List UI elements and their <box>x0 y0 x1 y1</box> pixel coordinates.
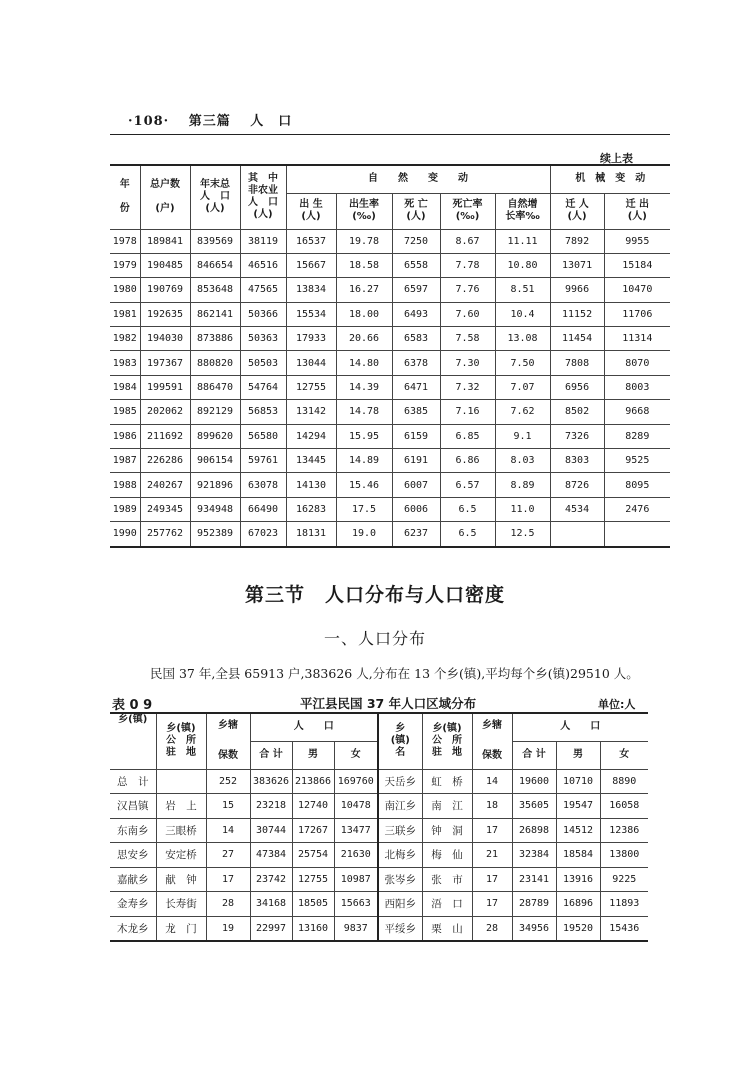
cell-bao-count: 15 <box>206 794 250 819</box>
cell-births: 13142 <box>286 400 336 424</box>
cell-office-right: 钟 洞 <box>422 818 472 843</box>
table-row <box>110 497 670 521</box>
table-row <box>110 327 670 351</box>
cell-office: 献 钟 <box>156 867 206 892</box>
cell-growth-rate: 13.08 <box>495 327 550 351</box>
cell-population: 934948 <box>190 497 240 521</box>
cell-total-right: 34956 <box>512 916 556 941</box>
cell-nonagricultural: 46516 <box>240 253 286 277</box>
cell-growth-rate: 11.0 <box>495 497 550 521</box>
cell-moved-out: 2476 <box>604 497 670 521</box>
cell-bao-count-right: 17 <box>472 818 512 843</box>
cell-moved-in: 6956 <box>550 375 604 399</box>
cell-population: 839569 <box>190 229 240 253</box>
cell-total-right: 28789 <box>512 892 556 917</box>
table-row <box>110 794 648 819</box>
cell-office-right: 浯 口 <box>422 892 472 917</box>
cell-population: 846654 <box>190 253 240 277</box>
cell-female: 10478 <box>334 794 378 819</box>
table-row <box>110 818 648 843</box>
cell-growth-rate: 7.50 <box>495 351 550 375</box>
cell-death-rate: 7.78 <box>440 253 495 277</box>
table-row <box>110 769 648 794</box>
cell-births: 14130 <box>286 473 336 497</box>
cell-nonagricultural: 63078 <box>240 473 286 497</box>
cell-township-right: 西阳乡 <box>378 892 422 917</box>
cell-birth-rate: 18.00 <box>336 302 392 326</box>
cell-deaths: 7250 <box>392 229 440 253</box>
cell-bao-count: 252 <box>206 769 250 794</box>
cell-male: 17267 <box>292 818 334 843</box>
cell-total: 47384 <box>250 843 292 868</box>
header-bao-bottom-right: 保数 <box>482 750 503 762</box>
cell-growth-rate: 8.03 <box>495 449 550 473</box>
continued-label: 续上表 <box>600 152 633 165</box>
table-row <box>110 867 648 892</box>
cell-births: 14294 <box>286 424 336 448</box>
cell-moved-in: 8502 <box>550 400 604 424</box>
table-row <box>110 351 670 375</box>
cell-birth-rate: 14.39 <box>336 375 392 399</box>
cell-nonagricultural: 50366 <box>240 302 286 326</box>
cell-households: 202062 <box>140 400 190 424</box>
cell-births: 13044 <box>286 351 336 375</box>
cell-birth-rate: 16.27 <box>336 278 392 302</box>
cell-total-right: 19600 <box>512 769 556 794</box>
cell-population: 921896 <box>190 473 240 497</box>
cell-township-right: 北梅乡 <box>378 843 422 868</box>
cell-death-rate: 6.86 <box>440 449 495 473</box>
header-bao-bottom: 保数 <box>218 750 238 762</box>
cell-nonagricultural: 50503 <box>240 351 286 375</box>
header-male-right: 男 <box>556 741 600 769</box>
table-row <box>110 892 648 917</box>
cell-township-right: 平绥乡 <box>378 916 422 941</box>
cell-male-right: 14512 <box>556 818 600 843</box>
header-deaths: 死 亡 (人) <box>392 193 440 229</box>
cell-total: 23218 <box>250 794 292 819</box>
cell-male: 12740 <box>292 794 334 819</box>
cell-death-rate: 6.5 <box>440 497 495 521</box>
cell-households: 249345 <box>140 497 190 521</box>
cell-office <box>156 769 206 794</box>
cell-population: 853648 <box>190 278 240 302</box>
cell-birth-rate: 20.66 <box>336 327 392 351</box>
cell-death-rate: 7.76 <box>440 278 495 302</box>
header-moved-in: 迁 人 (人) <box>550 193 604 229</box>
header-population: 人 口 <box>250 713 378 741</box>
cell-male-right: 16896 <box>556 892 600 917</box>
header-year: 年 份 <box>110 165 140 229</box>
cell-female: 21630 <box>334 843 378 868</box>
cell-female-right: 12386 <box>600 818 648 843</box>
cell-death-rate: 7.16 <box>440 400 495 424</box>
table-row <box>110 375 670 399</box>
cell-female: 13477 <box>334 818 378 843</box>
cell-nonagricultural: 56580 <box>240 424 286 448</box>
cell-total-right: 23141 <box>512 867 556 892</box>
cell-nonagricultural: 56853 <box>240 400 286 424</box>
cell-bao-count-right: 17 <box>472 867 512 892</box>
header-death-rate: 死亡率 (‰) <box>440 193 495 229</box>
cell-female: 9837 <box>334 916 378 941</box>
header-bao-top-right: 乡辖 <box>482 720 503 732</box>
table-row <box>110 916 648 941</box>
cell-office-right: 梅 仙 <box>422 843 472 868</box>
cell-female-right: 15436 <box>600 916 648 941</box>
header-population-right: 人 口 <box>512 713 648 741</box>
header-rule <box>110 134 670 135</box>
cell-households: 189841 <box>140 229 190 253</box>
cell-birth-rate: 15.46 <box>336 473 392 497</box>
cell-moved-in: 8303 <box>550 449 604 473</box>
cell-year: 1980 <box>110 278 140 302</box>
cell-moved-in <box>550 522 604 547</box>
body-paragraph: 民国 37 年,全县 65913 户,383626 人,分布在 13 个乡(镇),平均每个乡(镇)29510 人。 <box>150 666 639 681</box>
table-row <box>110 449 670 473</box>
cell-births: 16283 <box>286 497 336 521</box>
cell-death-rate: 7.32 <box>440 375 495 399</box>
cell-bao-count: 14 <box>206 818 250 843</box>
cell-households: 190485 <box>140 253 190 277</box>
table-label: 表 0 9 <box>112 698 153 713</box>
cell-nonagricultural: 47565 <box>240 278 286 302</box>
cell-total-right: 26898 <box>512 818 556 843</box>
cell-population: 886470 <box>190 375 240 399</box>
cell-deaths: 6378 <box>392 351 440 375</box>
cell-female-right: 13800 <box>600 843 648 868</box>
cell-moved-out: 11314 <box>604 327 670 351</box>
cell-moved-out: 8003 <box>604 375 670 399</box>
cell-bao-count: 17 <box>206 867 250 892</box>
cell-township-right: 南江乡 <box>378 794 422 819</box>
cell-year: 1987 <box>110 449 140 473</box>
section-title: 第三节 人口分布与人口密度 <box>244 584 505 606</box>
header-mechanical-change: 机 械 变 动 <box>550 165 670 193</box>
cell-office-right: 南 江 <box>422 794 472 819</box>
cell-birth-rate: 19.0 <box>336 522 392 547</box>
cell-deaths: 6007 <box>392 473 440 497</box>
table-title: 平江县民国 37 年人口区域分布 <box>300 696 477 711</box>
cell-bao-count: 19 <box>206 916 250 941</box>
cell-population: 892129 <box>190 400 240 424</box>
cell-female-right: 8890 <box>600 769 648 794</box>
cell-male: 13160 <box>292 916 334 941</box>
cell-male-right: 18584 <box>556 843 600 868</box>
cell-township: 金寿乡 <box>110 892 156 917</box>
cell-total: 22997 <box>250 916 292 941</box>
cell-nonagricultural: 67023 <box>240 522 286 547</box>
table-row <box>110 522 670 547</box>
cell-moved-in: 7892 <box>550 229 604 253</box>
cell-death-rate: 7.58 <box>440 327 495 351</box>
cell-nonagricultural: 38119 <box>240 229 286 253</box>
cell-nonagricultural: 66490 <box>240 497 286 521</box>
cell-nonagricultural: 50363 <box>240 327 286 351</box>
cell-township: 思安乡 <box>110 843 156 868</box>
cell-growth-rate: 9.1 <box>495 424 550 448</box>
cell-births: 15667 <box>286 253 336 277</box>
cell-bao-count: 28 <box>206 892 250 917</box>
page-number: ·108· <box>128 114 170 129</box>
cell-households: 226286 <box>140 449 190 473</box>
cell-female: 169760 <box>334 769 378 794</box>
cell-office-right: 栗 山 <box>422 916 472 941</box>
header-bao-count <box>206 713 250 769</box>
header-growth-rate: 自然增 长率‰ <box>495 193 550 229</box>
cell-township-right: 张岑乡 <box>378 867 422 892</box>
cell-growth-rate: 7.62 <box>495 400 550 424</box>
cell-moved-out: 11706 <box>604 302 670 326</box>
cell-deaths: 6191 <box>392 449 440 473</box>
cell-moved-in: 7326 <box>550 424 604 448</box>
cell-deaths: 6597 <box>392 278 440 302</box>
cell-year: 1988 <box>110 473 140 497</box>
cell-bao-count-right: 14 <box>472 769 512 794</box>
cell-office: 岩 上 <box>156 794 206 819</box>
cell-death-rate: 8.67 <box>440 229 495 253</box>
cell-growth-rate: 7.07 <box>495 375 550 399</box>
cell-deaths: 6493 <box>392 302 440 326</box>
header-township: 乡(镇) <box>110 713 156 769</box>
cell-township-right: 天岳乡 <box>378 769 422 794</box>
header-male: 男 <box>292 741 334 769</box>
cell-households: 211692 <box>140 424 190 448</box>
cell-bao-count-right: 17 <box>472 892 512 917</box>
cell-nonagricultural: 54764 <box>240 375 286 399</box>
cell-death-rate: 6.85 <box>440 424 495 448</box>
header-birth-rate: 出生率 (‰) <box>336 193 392 229</box>
cell-moved-in: 11454 <box>550 327 604 351</box>
cell-bao-count-right: 18 <box>472 794 512 819</box>
cell-households: 194030 <box>140 327 190 351</box>
cell-moved-out: 9525 <box>604 449 670 473</box>
table-unit: 单位:人 <box>598 698 636 711</box>
cell-total: 383626 <box>250 769 292 794</box>
header-office-right: 乡(镇) 公 所 驻 地 <box>422 713 472 769</box>
population-change-table <box>110 164 670 548</box>
cell-female: 15663 <box>334 892 378 917</box>
cell-birth-rate: 18.58 <box>336 253 392 277</box>
cell-births: 15534 <box>286 302 336 326</box>
cell-male: 25754 <box>292 843 334 868</box>
cell-total: 30744 <box>250 818 292 843</box>
cell-population: 880820 <box>190 351 240 375</box>
cell-households: 192635 <box>140 302 190 326</box>
cell-township: 木龙乡 <box>110 916 156 941</box>
table-row <box>110 278 670 302</box>
cell-male: 213866 <box>292 769 334 794</box>
cell-population: 899620 <box>190 424 240 448</box>
cell-deaths: 6159 <box>392 424 440 448</box>
cell-growth-rate: 12.5 <box>495 522 550 547</box>
cell-moved-out: 10470 <box>604 278 670 302</box>
cell-birth-rate: 17.5 <box>336 497 392 521</box>
cell-total: 23742 <box>250 867 292 892</box>
cell-moved-in: 9966 <box>550 278 604 302</box>
header-township-right: 乡 (镇) 名 <box>378 713 422 769</box>
cell-births: 16537 <box>286 229 336 253</box>
cell-office-right: 虹 桥 <box>422 769 472 794</box>
cell-moved-in: 8726 <box>550 473 604 497</box>
cell-households: 197367 <box>140 351 190 375</box>
header-population: 年末总 人 口 (人) <box>190 165 240 229</box>
cell-moved-out: 15184 <box>604 253 670 277</box>
cell-township: 总 计 <box>110 769 156 794</box>
cell-households: 257762 <box>140 522 190 547</box>
header-bao-count-right <box>472 713 512 769</box>
cell-population: 906154 <box>190 449 240 473</box>
cell-office: 三眼桥 <box>156 818 206 843</box>
cell-year: 1989 <box>110 497 140 521</box>
table-row <box>110 229 670 253</box>
table-row <box>110 424 670 448</box>
table-row <box>110 843 648 868</box>
cell-moved-in: 13071 <box>550 253 604 277</box>
population-distribution-table <box>110 712 648 942</box>
header-births: 出 生 (人) <box>286 193 336 229</box>
cell-male-right: 13916 <box>556 867 600 892</box>
cell-death-rate: 7.60 <box>440 302 495 326</box>
header-total: 合 计 <box>250 741 292 769</box>
cell-total: 34168 <box>250 892 292 917</box>
cell-growth-rate: 11.11 <box>495 229 550 253</box>
cell-township: 东南乡 <box>110 818 156 843</box>
cell-bao-count-right: 28 <box>472 916 512 941</box>
cell-year: 1990 <box>110 522 140 547</box>
cell-moved-out: 9955 <box>604 229 670 253</box>
cell-office-right: 张 市 <box>422 867 472 892</box>
cell-moved-out: 8070 <box>604 351 670 375</box>
cell-households: 240267 <box>140 473 190 497</box>
cell-birth-rate: 14.80 <box>336 351 392 375</box>
cell-total-right: 32384 <box>512 843 556 868</box>
cell-year: 1981 <box>110 302 140 326</box>
cell-year: 1979 <box>110 253 140 277</box>
cell-moved-out: 9668 <box>604 400 670 424</box>
cell-births: 12755 <box>286 375 336 399</box>
cell-death-rate: 6.5 <box>440 522 495 547</box>
cell-bao-count-right: 21 <box>472 843 512 868</box>
cell-birth-rate: 15.95 <box>336 424 392 448</box>
header-moved-out: 迁 出 (人) <box>604 193 670 229</box>
header-female-right: 女 <box>600 741 648 769</box>
header-female: 女 <box>334 741 378 769</box>
part-title: 第三篇 <box>188 114 231 129</box>
cell-total-right: 35605 <box>512 794 556 819</box>
cell-population: 952389 <box>190 522 240 547</box>
cell-growth-rate: 8.89 <box>495 473 550 497</box>
cell-male-right: 19520 <box>556 916 600 941</box>
header-nonagricultural: 其 中 非农业 人 口 (人) <box>240 165 286 229</box>
header-office: 乡(镇) 公 所 驻 地 <box>156 713 206 769</box>
cell-birth-rate: 14.78 <box>336 400 392 424</box>
cell-office: 龙 门 <box>156 916 206 941</box>
cell-growth-rate: 10.80 <box>495 253 550 277</box>
cell-deaths: 6006 <box>392 497 440 521</box>
subsection-title: 一、人口分布 <box>323 629 426 648</box>
header-total-right: 合 计 <box>512 741 556 769</box>
page-header <box>128 110 306 129</box>
cell-births: 13445 <box>286 449 336 473</box>
cell-office: 安定桥 <box>156 843 206 868</box>
header-households: 总户数 (户) <box>140 165 190 229</box>
cell-deaths: 6558 <box>392 253 440 277</box>
cell-moved-in: 11152 <box>550 302 604 326</box>
cell-moved-in: 4534 <box>550 497 604 521</box>
cell-death-rate: 7.30 <box>440 351 495 375</box>
cell-male: 12755 <box>292 867 334 892</box>
cell-male-right: 19547 <box>556 794 600 819</box>
cell-moved-out: 8289 <box>604 424 670 448</box>
cell-female-right: 11893 <box>600 892 648 917</box>
cell-female-right: 16058 <box>600 794 648 819</box>
cell-township: 嘉献乡 <box>110 867 156 892</box>
cell-female-right: 9225 <box>600 867 648 892</box>
cell-moved-out: 8095 <box>604 473 670 497</box>
cell-bao-count: 27 <box>206 843 250 868</box>
cell-births: 18131 <box>286 522 336 547</box>
cell-township-right: 三联乡 <box>378 818 422 843</box>
cell-moved-out <box>604 522 670 547</box>
cell-population: 873886 <box>190 327 240 351</box>
cell-male: 18505 <box>292 892 334 917</box>
table-row <box>110 253 670 277</box>
cell-year: 1978 <box>110 229 140 253</box>
table-row <box>110 400 670 424</box>
cell-nonagricultural: 59761 <box>240 449 286 473</box>
header-natural-change: 自 然 变 动 <box>286 165 550 193</box>
cell-year: 1984 <box>110 375 140 399</box>
cell-households: 190769 <box>140 278 190 302</box>
cell-births: 13834 <box>286 278 336 302</box>
cell-deaths: 6237 <box>392 522 440 547</box>
cell-birth-rate: 19.78 <box>336 229 392 253</box>
cell-growth-rate: 10.4 <box>495 302 550 326</box>
cell-year: 1985 <box>110 400 140 424</box>
header-bao-top: 乡辖 <box>218 720 238 732</box>
table-row <box>110 473 670 497</box>
cell-deaths: 6583 <box>392 327 440 351</box>
cell-year: 1983 <box>110 351 140 375</box>
topic-title: 人 口 <box>250 114 293 129</box>
cell-birth-rate: 14.89 <box>336 449 392 473</box>
cell-growth-rate: 8.51 <box>495 278 550 302</box>
cell-births: 17933 <box>286 327 336 351</box>
cell-deaths: 6471 <box>392 375 440 399</box>
cell-moved-in: 7808 <box>550 351 604 375</box>
cell-office: 长寿街 <box>156 892 206 917</box>
cell-township: 汉昌镇 <box>110 794 156 819</box>
table-row <box>110 302 670 326</box>
cell-year: 1982 <box>110 327 140 351</box>
cell-households: 199591 <box>140 375 190 399</box>
cell-death-rate: 6.57 <box>440 473 495 497</box>
cell-female: 10987 <box>334 867 378 892</box>
cell-male-right: 10710 <box>556 769 600 794</box>
cell-deaths: 6385 <box>392 400 440 424</box>
cell-population: 862141 <box>190 302 240 326</box>
cell-year: 1986 <box>110 424 140 448</box>
